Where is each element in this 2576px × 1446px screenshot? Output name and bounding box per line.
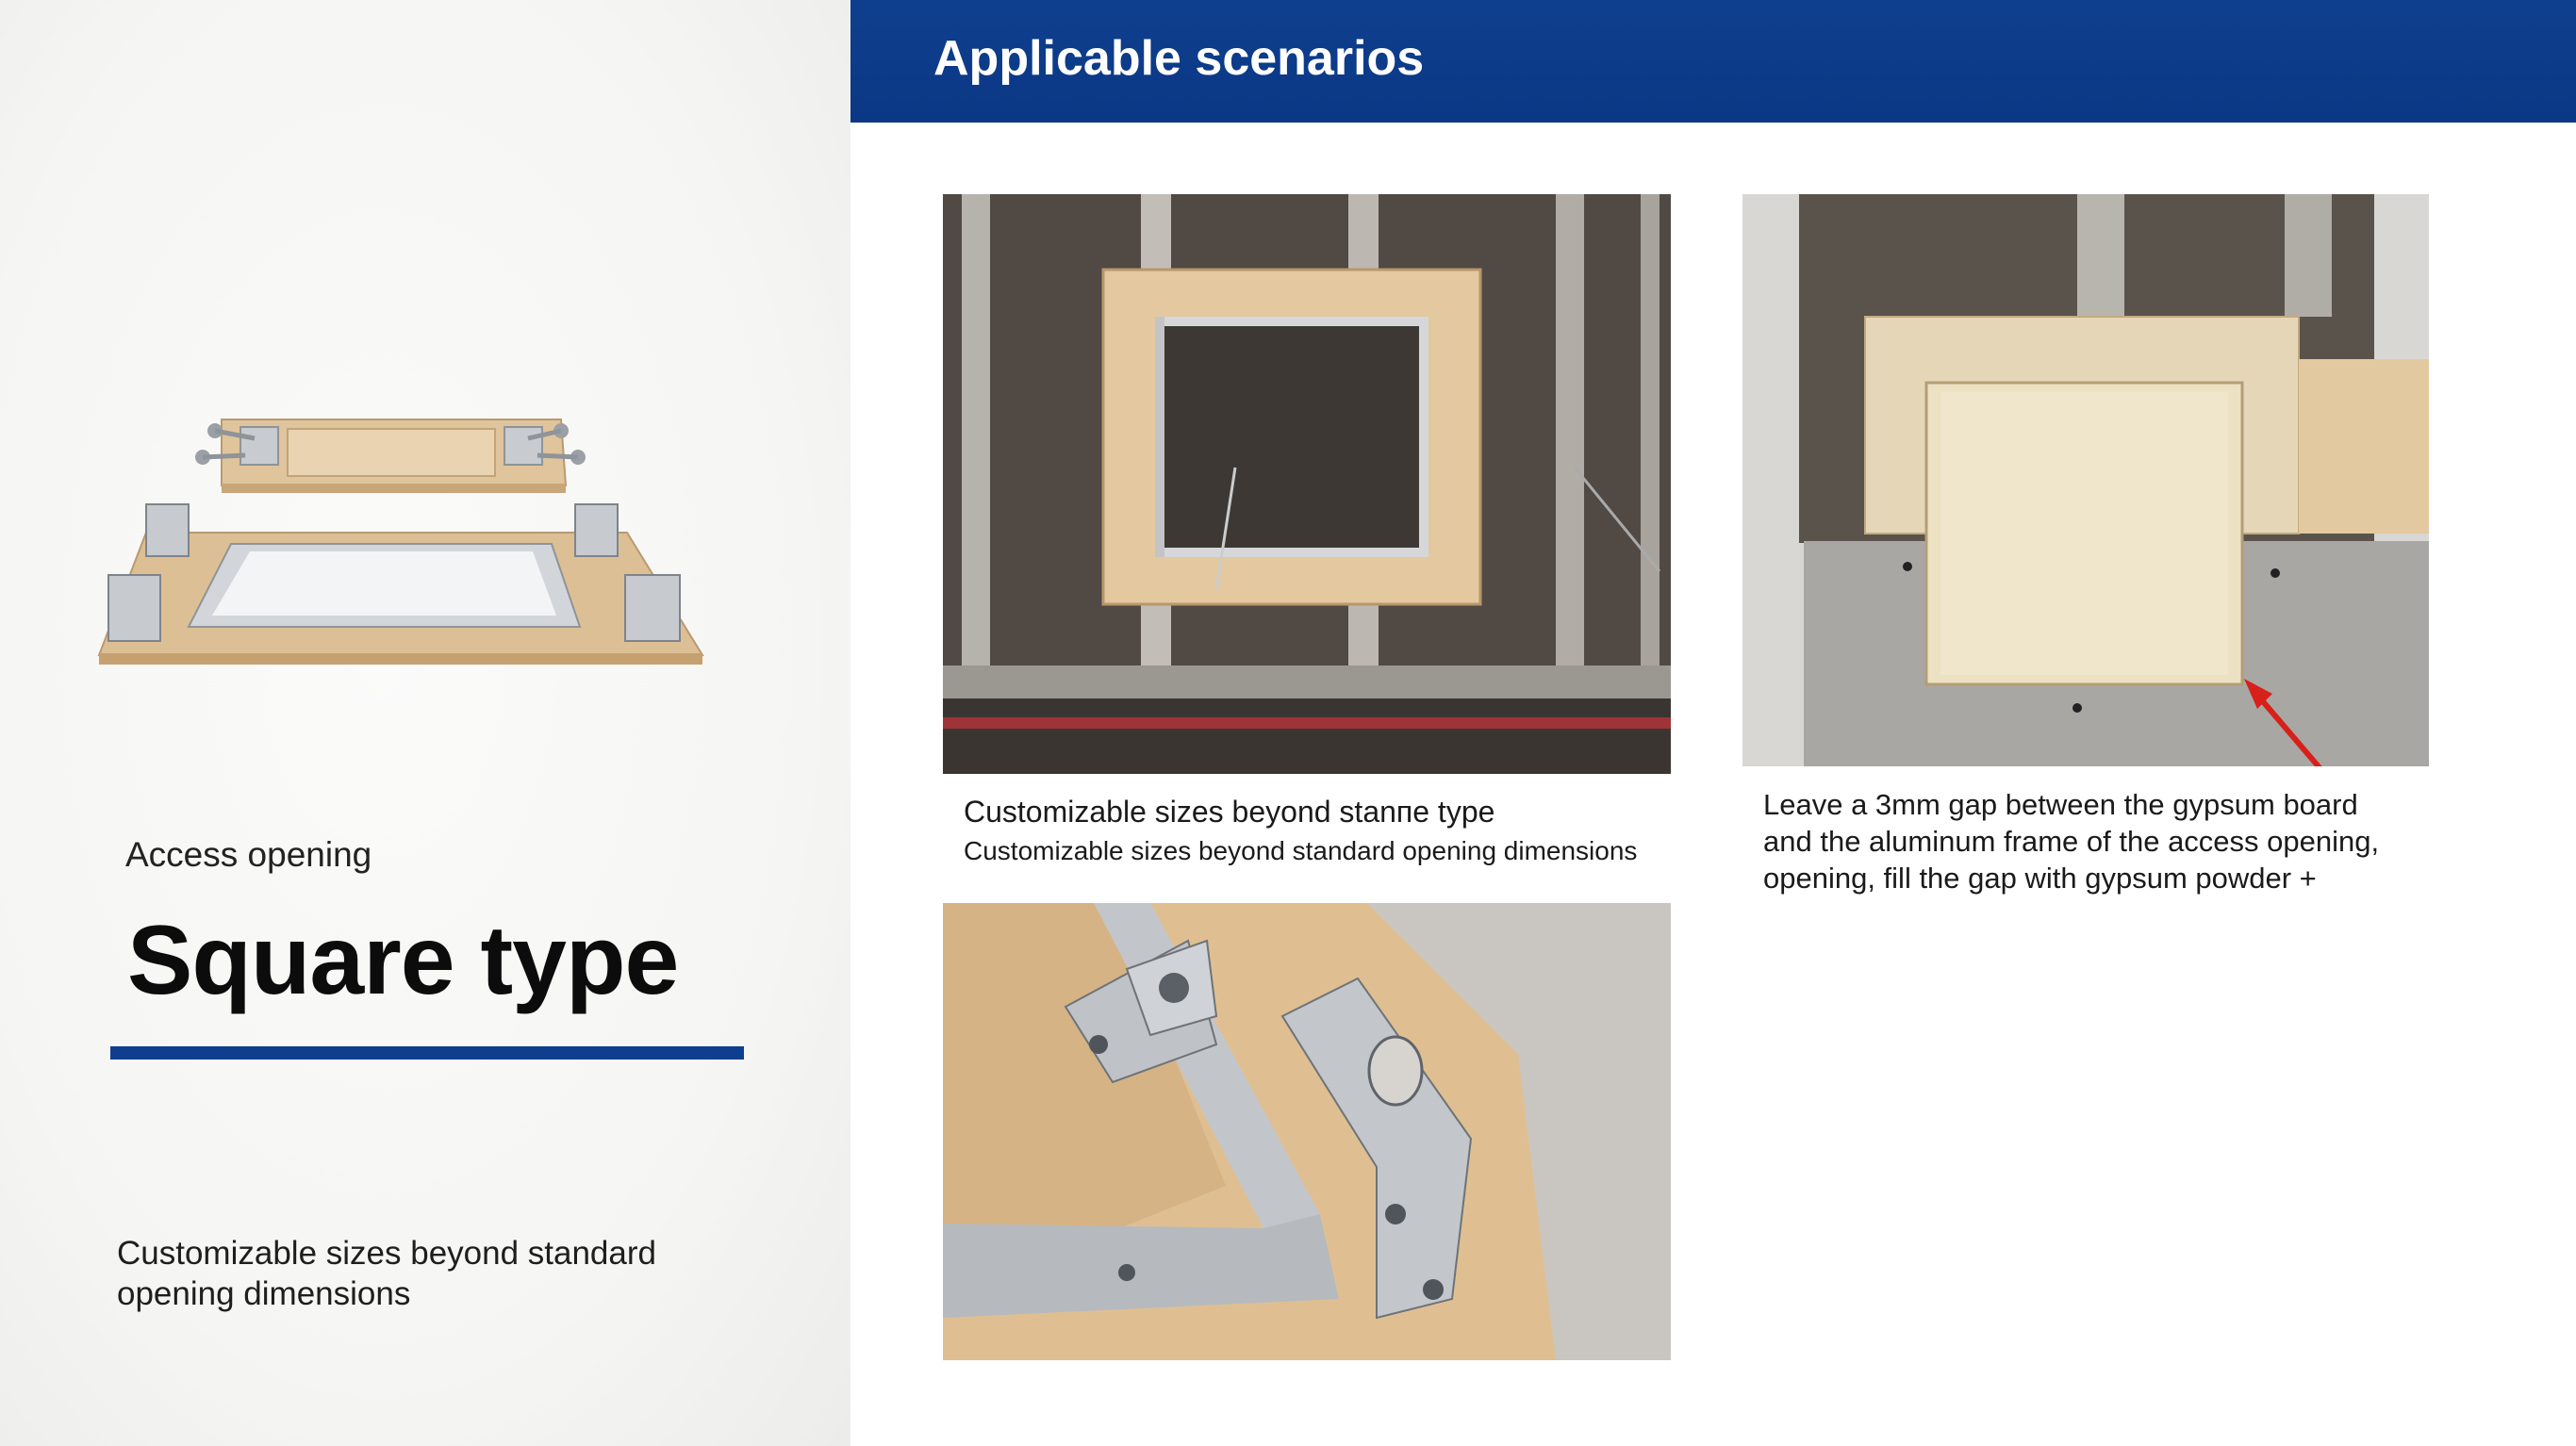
photo1-caption-line2: Customizable sizes beyond standard opening dimensions bbox=[964, 836, 1638, 865]
section-title: Applicable scenarios bbox=[933, 31, 1425, 86]
photo-bracket-closeup bbox=[943, 903, 1671, 1360]
description-line: opening dimensions bbox=[117, 1275, 411, 1312]
photo2-caption-line: and the aluminum frame of the access opening, bbox=[1763, 825, 2380, 858]
description-line: Customizable sizes beyond standard bbox=[117, 1235, 656, 1272]
photo-gypsum-gap bbox=[1742, 194, 2429, 766]
header-bar bbox=[850, 0, 2576, 123]
product-illustration bbox=[90, 401, 712, 674]
product-subtitle: Access opening bbox=[125, 835, 372, 874]
photo1-caption-line1: Customizable sizes beyond stanпe type bbox=[964, 795, 1495, 829]
photo-frame-installed bbox=[943, 194, 1671, 774]
photo2-caption bbox=[1763, 786, 2480, 896]
product-description bbox=[117, 1233, 702, 1314]
product-title: Square type bbox=[127, 906, 679, 1015]
photo2-caption-line: opening, fill the gap with gypsum powder + bbox=[1763, 862, 2317, 895]
left-panel bbox=[0, 0, 850, 1446]
photo2-caption-line: Leave a 3mm gap between the gypsum board bbox=[1763, 788, 2358, 821]
title-underline bbox=[110, 1046, 744, 1060]
